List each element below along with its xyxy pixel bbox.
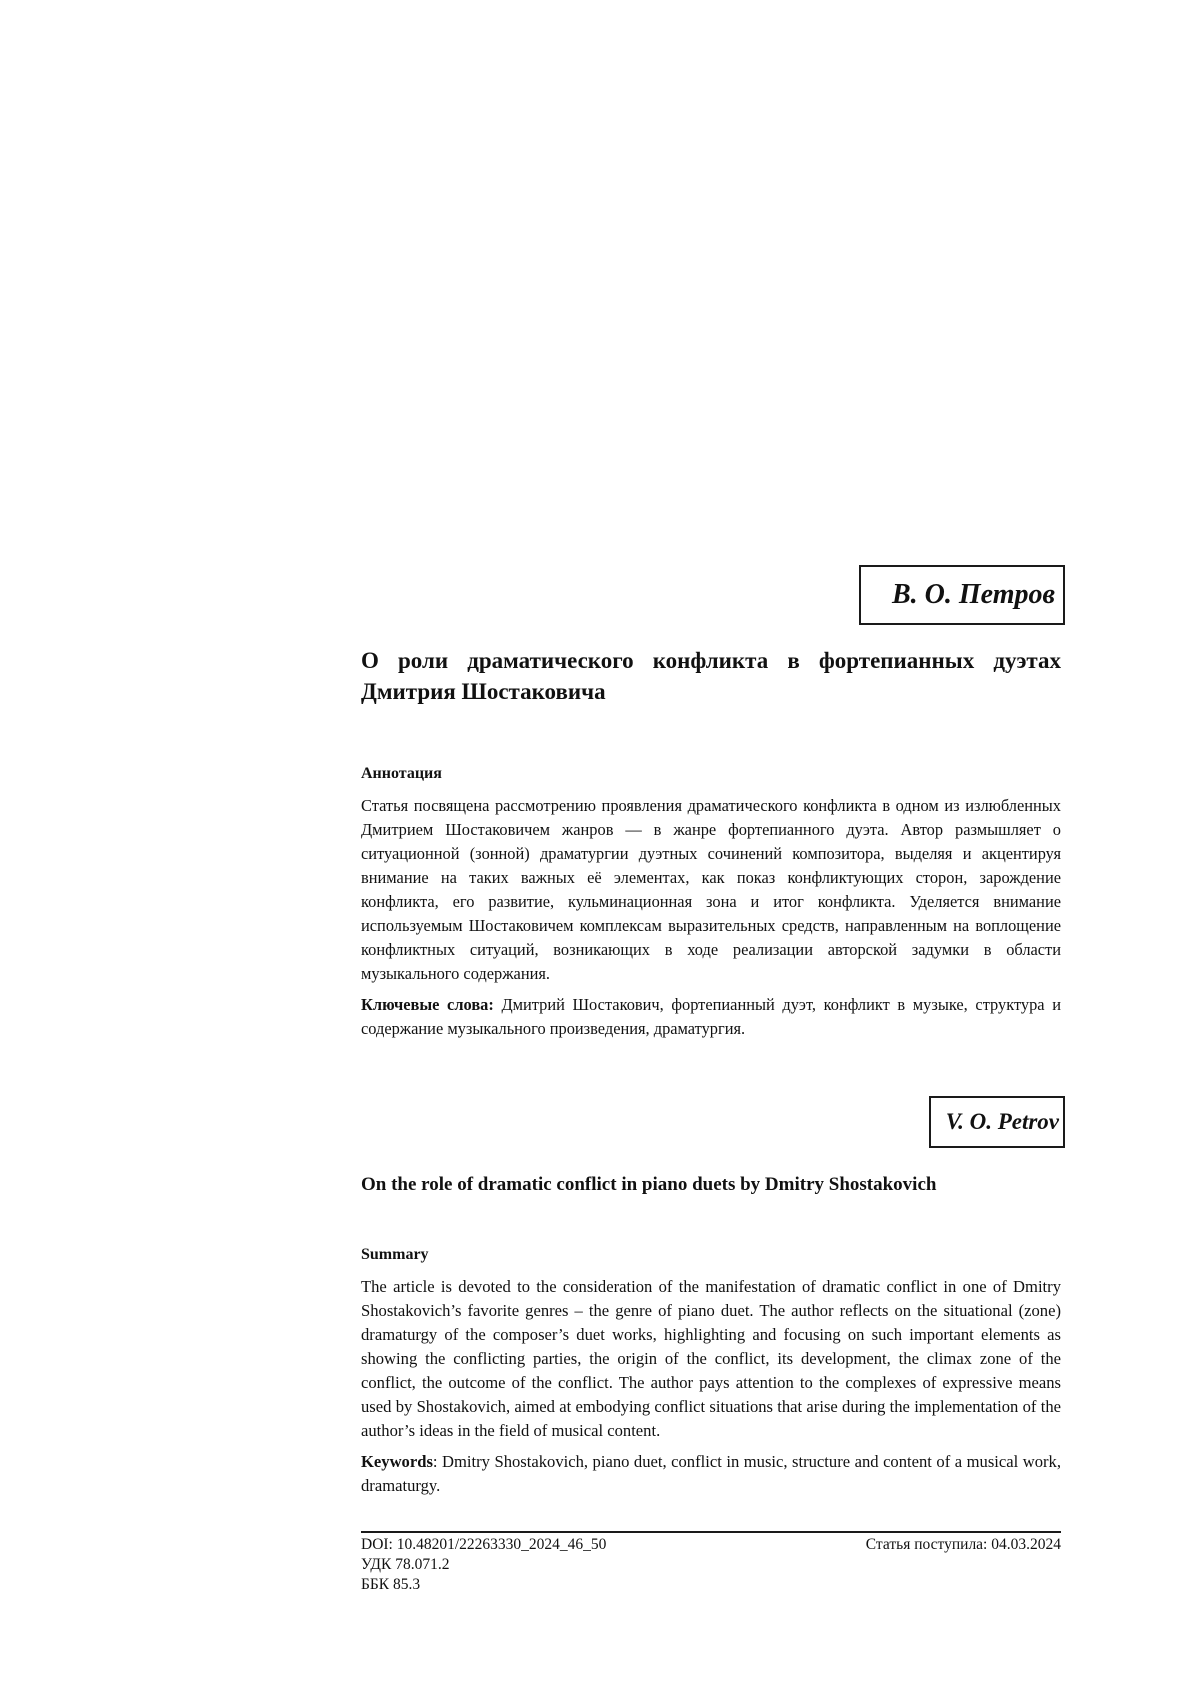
received-date: Статья поступила: 04.03.2024 [865,1536,1061,1553]
doi: DOI: 10.48201/22263330_2024_46_50 [361,1536,607,1553]
keywords-label-en: Keywords [361,1452,433,1471]
udc-code: УДК 78.071.2 [361,1556,450,1573]
keywords-text-en: : Dmitry Shostakovich, piano duet, conflict in music, structure and content of a musical work, dramaturgy. [361,1452,1061,1495]
summary-body-ru: Статья посвящена рассмотрению проявления драматического конфликта в одном из излюбленных Дмитрием Шостаковичем жанров — в жанре фортепианного дуэта. Автор размышляет о ситуационной (зонной) драматургии дуэтных сочинений композитора, выделяя и акцентируя внимание на таких важных её элементах, как показ конфликтующих сторон, зарождение конфликта, его развитие, кульминационная зона и итог конфликта. Уделяется внимание используемым Шостаковичем комплексам выразительных средств, направленным на воплощение конфликтных ситуаций, возникающих в ходе реализации авторской задумки в области музыкального содержания. [361,796,1061,983]
keywords-ru [361,993,1061,1041]
article-title-ru: О роли драматического конфликта в фортепианных дуэтах Дмитрия Шостаковича [361,648,1061,704]
summary-heading-ru: Аннотация [361,765,442,782]
author-name-ru: В. О. Петров [891,579,1055,610]
bbk-code: ББК 85.3 [361,1576,421,1593]
summary-heading-en: Summary [361,1246,429,1263]
keywords-en [361,1450,1061,1498]
keywords-text-ru: Дмитрий Шостакович, фортепианный дуэт, конфликт в музыке, структура и содержание музыкального произведения, драматургия. [361,995,1061,1038]
summary-body-en: The article is devoted to the consideration of the manifestation of dramatic conflict in one of Dmitry Shostakovich’s favorite genres – the genre of piano duet. The author reflects on the situational (zone) dramaturgy of the composer’s duet works, highlighting and focusing on such important elements as showing the conflicting parties, the origin of the conflict, its development, the climax zone of the conflict, the outcome of the conflict. The author pays attention to the complexes of expressive means used by Shostakovich, aimed at embodying conflict situations that arise during the implementation of the author’s ideas in the field of musical content. [361,1277,1061,1440]
keywords-label-ru: Ключевые слова: [361,995,494,1014]
author-name-en-box [929,1096,1065,1148]
author-name-en: V. O. Petrov [945,1109,1059,1134]
author-name-ru-box [859,565,1065,625]
footer-divider [361,1531,1061,1533]
article-title-en: On the role of dramatic conflict in piano duets by Dmitry Shostakovich [361,1174,937,1195]
